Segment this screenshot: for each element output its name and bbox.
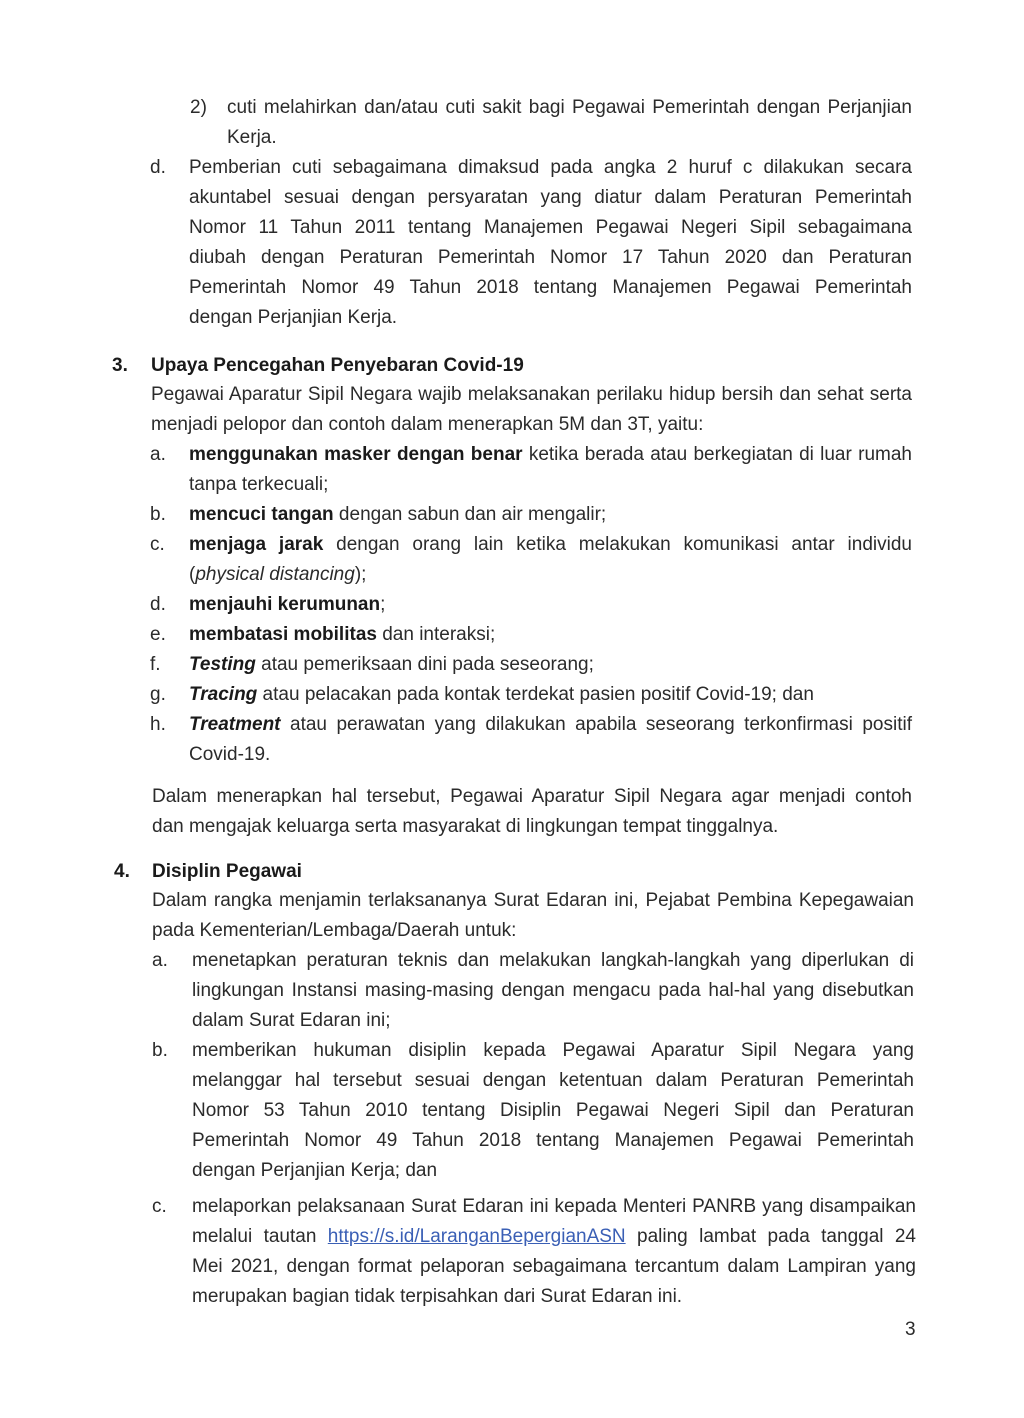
paragraph-line: Pegawai Aparatur Sipil Negara wajib melaksanakan perilaku hidup bersih dan sehat serta [151, 384, 912, 405]
paragraph-line: Nomor 11 Tahun 2011 tentang Manajemen Pegawai Negeri Sipil sebagaimana [189, 217, 912, 238]
list-item: Testing atau pemeriksaan dini pada seseorang; [189, 654, 594, 675]
section-title: Disiplin Pegawai [152, 861, 302, 882]
paragraph-line: menjadi pelopor dan contoh dalam menerapkan 5M dan 3T, yaitu: [151, 414, 704, 435]
bold-term: menggunakan masker dengan benar [189, 444, 523, 465]
list-item: mencuci tangan dengan sabun dan air mengalir; [189, 504, 607, 525]
list-marker: f. [150, 654, 161, 675]
list-item: menjauhi kerumunan; [189, 594, 386, 615]
paragraph-line: dan mengajak keluarga serta masyarakat di lingkungan tempat tinggalnya. [152, 816, 779, 837]
paragraph-line: akuntabel sesuai dengan persyaratan yang diatur dalam Peraturan Pemerintah [189, 187, 912, 208]
list-item: menjaga jarak dengan orang lain ketika melakukan komunikasi antar individu [189, 534, 912, 555]
list-marker: b. [150, 504, 166, 525]
paragraph-line: Dalam menerapkan hal tersebut, Pegawai Aparatur Sipil Negara agar menjadi contoh [152, 786, 912, 807]
paragraph-line: Dalam rangka menjamin terlaksananya Surat Edaran ini, Pejabat Pembina Kepegawaian [152, 890, 914, 911]
page-number: 3 [905, 1319, 916, 1340]
paragraph-line: Nomor 53 Tahun 2010 tentang Disiplin Pegawai Negeri Sipil dan Peraturan [192, 1100, 914, 1121]
bold-term: menjauhi kerumunan [189, 594, 381, 615]
bold-italic-term: Tracing [189, 684, 258, 705]
paragraph-line: dengan Perjanjian Kerja. [189, 307, 398, 328]
list-item: Tracing atau pelacakan pada kontak terdekat pasien positif Covid-19; dan [189, 684, 814, 705]
paragraph-line: dalam Surat Edaran ini; [192, 1010, 391, 1031]
paragraph-line: lingkungan Instansi masing-masing dengan mengacu pada hal-hal yang disebutkan [192, 980, 914, 1001]
paragraph-line: merupakan bagian tidak terpisahkan dari Surat Edaran ini. [192, 1286, 683, 1307]
list-marker: a. [152, 950, 168, 971]
section-title: Upaya Pencegahan Penyebaran Covid-19 [151, 355, 524, 376]
paragraph-line: cuti melahirkan dan/atau cuti sakit bagi Pegawai Pemerintah dengan Perjanjian [227, 97, 912, 118]
list-marker: c. [150, 534, 165, 555]
paragraph-line: diubah dengan Peraturan Pemerintah Nomor 17 Tahun 2020 dan Peraturan [189, 247, 912, 268]
list-item: membatasi mobilitas dan interaksi; [189, 624, 496, 645]
bold-term: membatasi mobilitas [189, 624, 377, 645]
section-number: 4. [114, 861, 130, 882]
bold-term: mencuci tangan [189, 504, 334, 525]
list-marker: a. [150, 444, 166, 465]
paragraph-line: Pemerintah Nomor 49 Tahun 2018 tentang Manajemen Pegawai Pemerintah [192, 1130, 914, 1151]
report-link[interactable]: https://s.id/LaranganBepergianASN [327, 1226, 626, 1247]
list-marker: e. [150, 624, 166, 645]
list-marker: d. [150, 157, 166, 178]
paragraph-line: dengan Perjanjian Kerja; dan [192, 1160, 438, 1181]
paragraph-line: melaporkan pelaksanaan Surat Edaran ini kepada Menteri PANRB yang disampaikan [192, 1196, 916, 1217]
list-marker: d. [150, 594, 166, 615]
bold-italic-term: Testing [189, 654, 256, 675]
paragraph-line: Kerja. [227, 127, 277, 148]
paragraph-line: memberikan hukuman disiplin kepada Pegawai Aparatur Sipil Negara yang [192, 1040, 914, 1061]
bold-italic-term: Treatment [189, 714, 281, 735]
bold-term: menjaga jarak [189, 534, 324, 555]
list-marker: b. [152, 1040, 168, 1061]
paragraph-line: melanggar hal tersebut sesuai dengan ketentuan dalam Peraturan Pemerintah [192, 1070, 914, 1091]
paragraph-line: tanpa terkecuali; [189, 474, 329, 495]
list-marker: c. [152, 1196, 167, 1217]
list-marker: 2) [190, 97, 207, 118]
list-marker: g. [150, 684, 166, 705]
paragraph-line: Pemberian cuti sebagaimana dimaksud pada angka 2 huruf c dilakukan secara [189, 157, 912, 178]
section-number: 3. [112, 355, 128, 376]
list-item: Treatment atau perawatan yang dilakukan apabila seseorang terkonfirmasi positif [189, 714, 912, 735]
paragraph-line: pada Kementerian/Lembaga/Daerah untuk: [152, 920, 517, 941]
list-item: menggunakan masker dengan benar ketika berada atau berkegiatan di luar rumah [189, 444, 912, 465]
list-marker: h. [150, 714, 166, 735]
paragraph-line: (physical distancing); [189, 564, 367, 585]
italic-term: physical distancing [195, 564, 355, 585]
paragraph-line: Pemerintah Nomor 49 Tahun 2018 tentang Manajemen Pegawai Pemerintah [189, 277, 912, 298]
paragraph-line: Mei 2021, dengan format pelaporan sebagaimana tercantum dalam Lampiran yang [192, 1256, 916, 1277]
paragraph-line: menetapkan peraturan teknis dan melakukan langkah-langkah yang diperlukan di [192, 950, 914, 971]
paragraph-line: melalui tautan https://s.id/LaranganBepergianASN paling lambat pada tanggal 24 [192, 1226, 916, 1247]
paragraph-line: Covid-19. [189, 744, 271, 765]
